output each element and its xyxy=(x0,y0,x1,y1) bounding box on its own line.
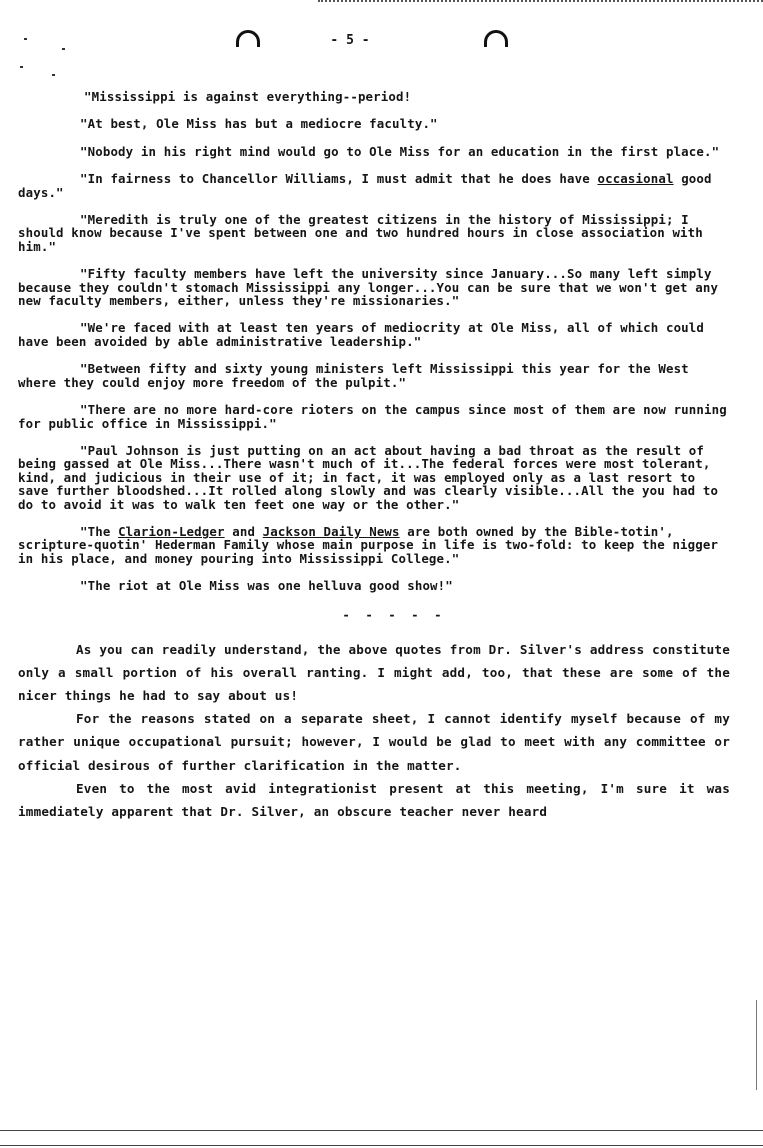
scan-speck xyxy=(62,48,65,50)
quote-7: "We're faced with at least ten years of mediocrity at Ole Miss, all of which could have been avoided by able administrative leadership." xyxy=(18,320,705,349)
hole-punch-mark-left xyxy=(236,30,260,47)
scan-speck xyxy=(20,66,23,68)
scan-speck xyxy=(52,74,55,76)
scan-edge-mark xyxy=(756,1000,757,1090)
bottom-scan-line xyxy=(0,1145,763,1146)
paragraph-1: As you can readily understand, the above quotes from Dr. Silver's address constitute only a small portion of his overall ranting. I might add, too, that these are some of the nicer things he had to say about us! xyxy=(18,641,730,703)
body-text xyxy=(18,90,730,823)
quote-6: "Fifty faculty members have left the university since January...So many left simply because they couldn't stomach Mississippi any longer...You can be sure that we won't get any new faculty members, either, unless they're missionaries." xyxy=(18,266,719,309)
bottom-scan-line xyxy=(0,1130,763,1131)
quote-9: "There are no more hard-core rioters on the campus since most of them are now running for public office in Mississippi." xyxy=(18,402,727,431)
quote-3: "Nobody in his right mind would go to Ole Miss for an education in the first place." xyxy=(80,143,720,159)
scan-speck xyxy=(24,38,27,40)
paragraph-3: Even to the most avid integrationist present at this meeting, I'm sure it was immediately apparent that Dr. Silver, an obscure teacher never heard xyxy=(18,780,730,819)
quote-12: "The riot at Ole Miss was one helluva good show!" xyxy=(80,578,453,594)
page-number: - 5 - xyxy=(330,33,370,48)
top-dotted-border xyxy=(318,0,763,4)
quote-1: "Mississippi is against everything--period! xyxy=(84,89,412,104)
paragraph-2: For the reasons stated on a separate sheet, I cannot identify myself because of my rather unique occupational pursuit; however, I would be glad to meet with any committee or official desirous of further clarification in the matter. xyxy=(18,711,730,773)
quote-10: "Paul Johnson is just putting on an act about having a bad throat as the result of being gassed at Ole Miss...There wasn't much of it...The federal forces were most tolerant, kind, and judicious in their use of it; in fact, it was employed only as a last resort to save further bloodshed...It rolled along slowly and was clearly visible...All the you had to do to avoid it was to walk ten feet one way or the other." xyxy=(18,442,719,512)
section-separator: - - - - - xyxy=(342,606,446,622)
quote-2: "At best, Ole Miss has but a mediocre faculty." xyxy=(80,116,438,132)
quote-5: "Meredith is truly one of the greatest citizens in the history of Mississippi; I should know because I've spent between one and two hundred hours in close association with him." xyxy=(18,212,703,254)
quote-8: "Between fifty and sixty young ministers left Mississippi this year for the West where they could enjoy more freedom of the pulpit." xyxy=(18,361,689,390)
quote-11: "The Clarion-Ledger and Jackson Daily News are both owned by the Bible-totin', scripture-quotin' Hederman Family whose main purpose in life is two-fold: to keep the nigger in his place, and money pouring into Mississippi College." xyxy=(18,523,719,566)
quote-4: "In fairness to Chancellor Williams, I must admit that he does have occasional good days." xyxy=(18,171,712,200)
hole-punch-mark-right xyxy=(484,30,508,47)
